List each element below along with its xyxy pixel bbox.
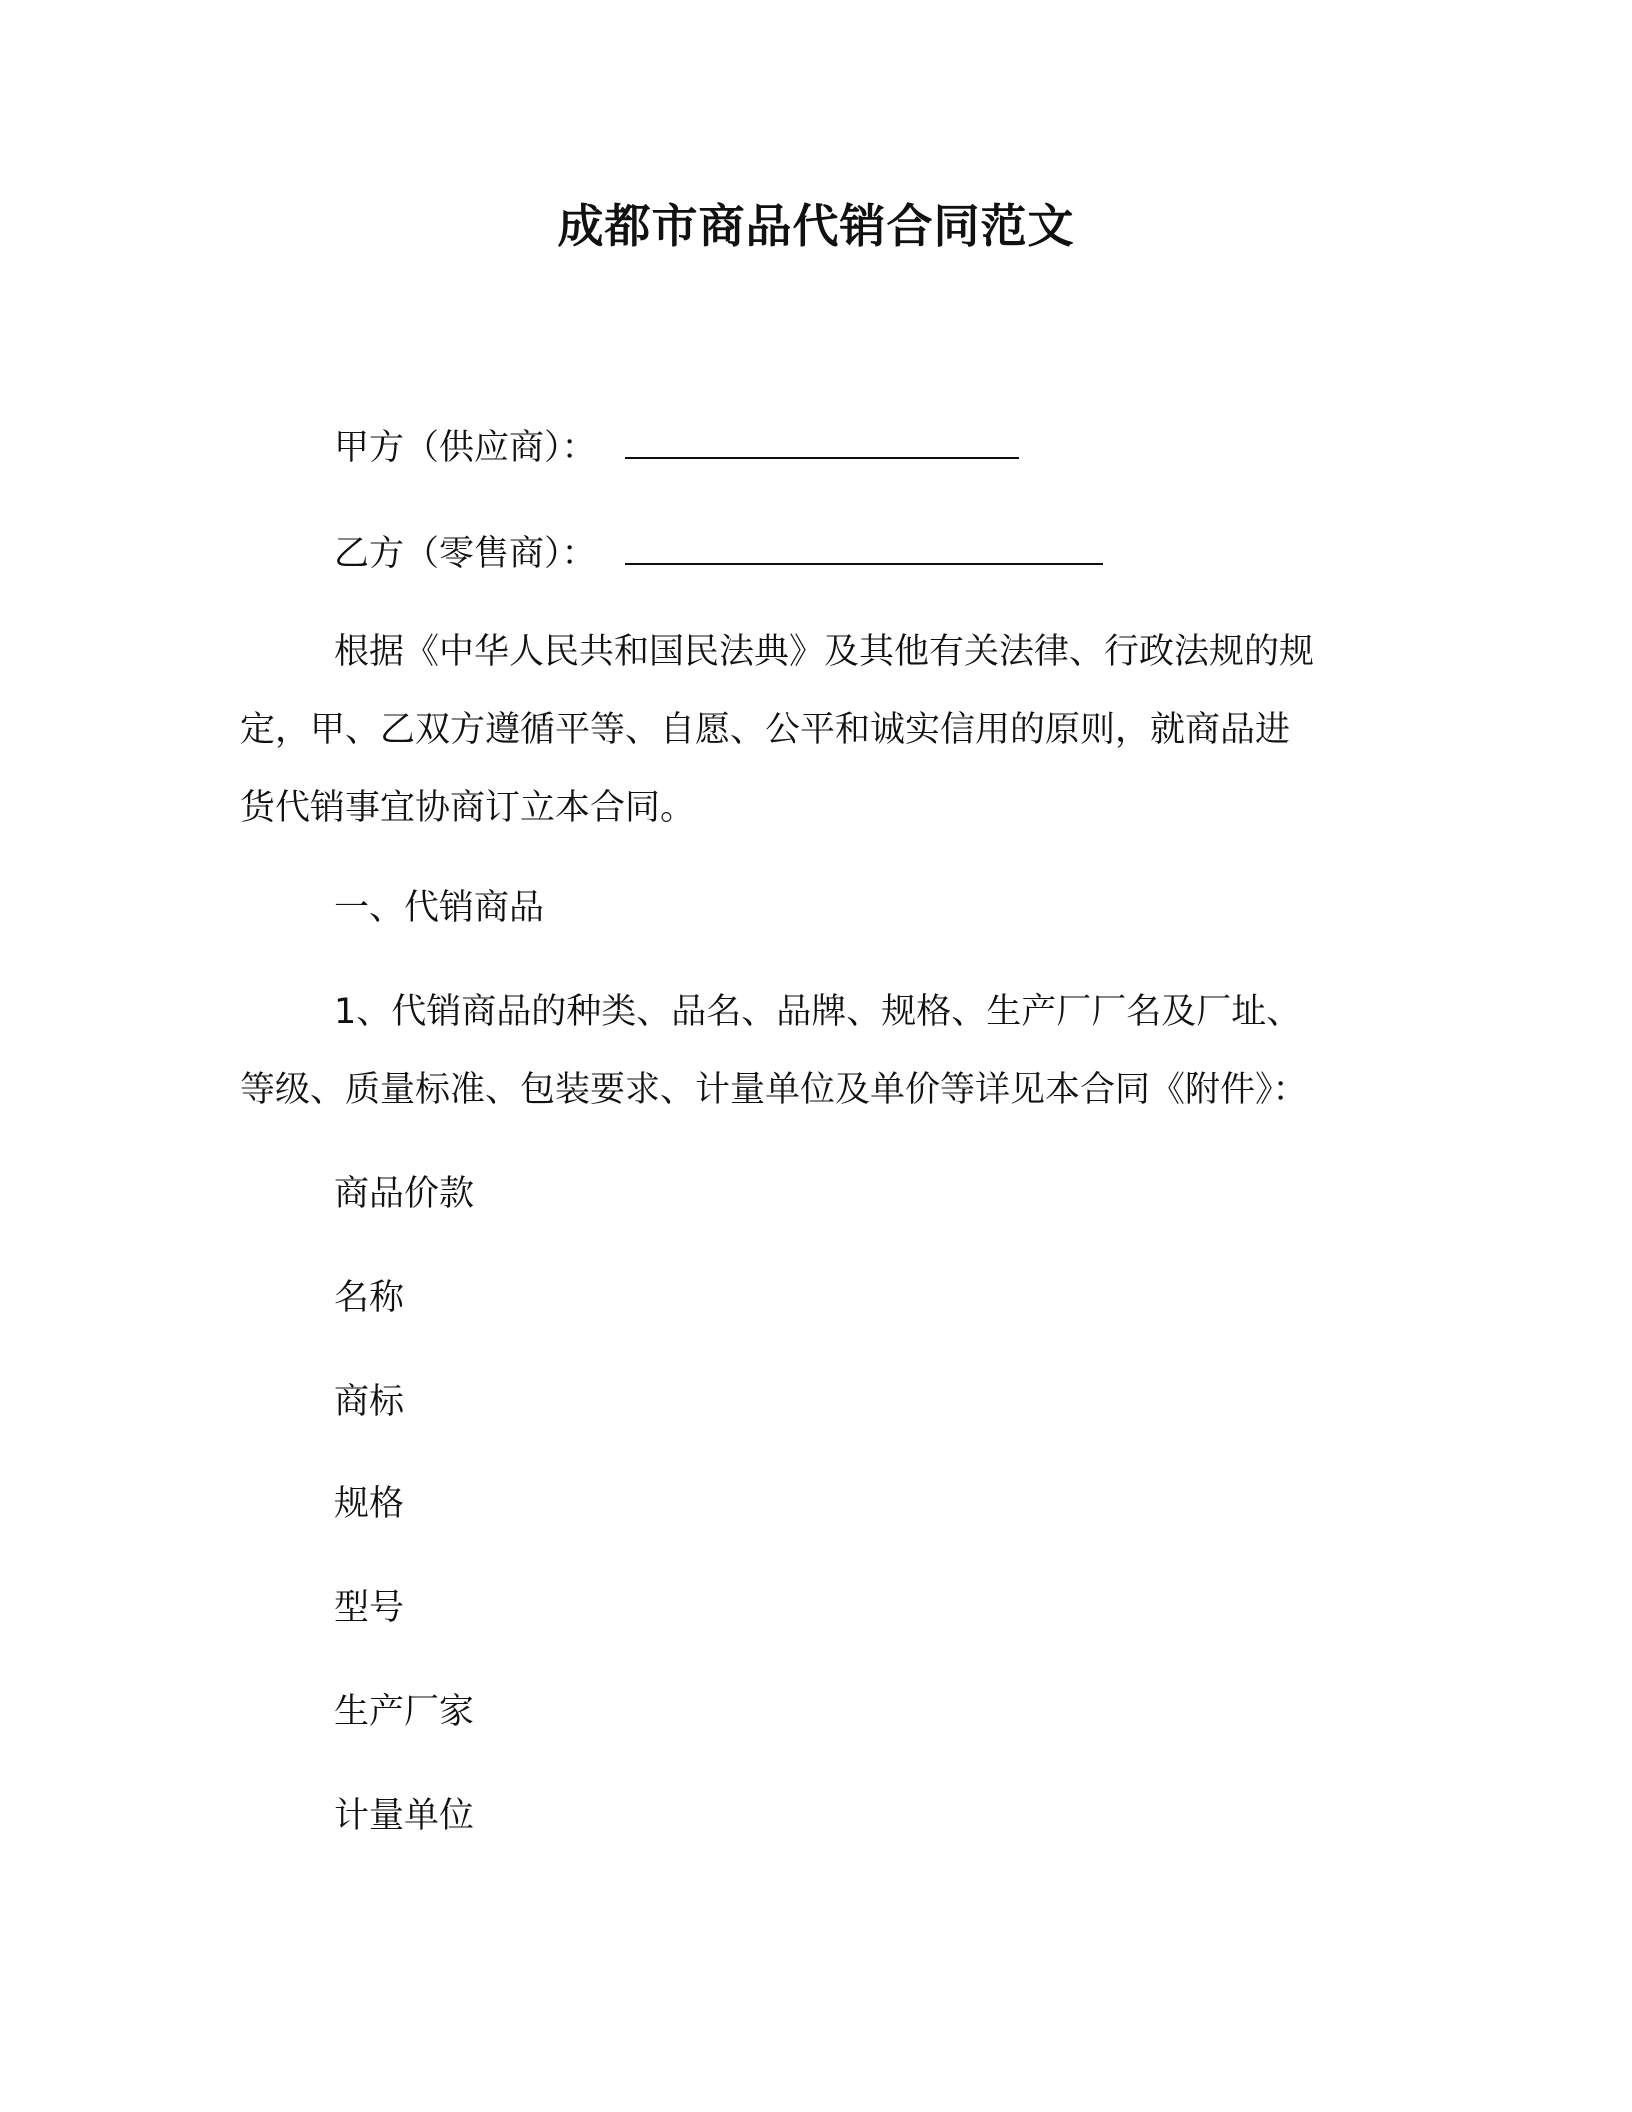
- document-title: 成都市商品代销合同范文: [557, 199, 1075, 253]
- party-a-line: [334, 424, 1019, 472]
- preamble-line-1: 根据《中华人民共和国民法典》及其他有关法律、行政法规的规: [334, 632, 1315, 672]
- field-label: 生产厂家: [334, 1692, 475, 1732]
- field-label: 商标: [334, 1382, 405, 1422]
- party-b-label: 乙方（零售商）：: [334, 534, 597, 574]
- preamble-line-3: 货代销事宜协商订立本合同。: [240, 788, 696, 828]
- field-label: 计量单位: [334, 1796, 475, 1836]
- clause-1-line-1: 1、代销商品的种类、品名、品牌、规格、生产厂厂名及厂址、: [334, 992, 1302, 1032]
- field-label: 商品价款: [334, 1174, 475, 1214]
- field-label: 规格: [334, 1484, 405, 1524]
- party-b-blank: [625, 533, 1103, 565]
- party-a-label: 甲方（供应商）：: [334, 428, 597, 468]
- party-b-line: [334, 530, 1103, 578]
- field-label: 型号: [334, 1588, 405, 1628]
- party-a-blank: [625, 427, 1019, 459]
- clause-1-line-2: 等级、质量标准、包装要求、计量单位及单价等详见本合同《附件》：: [240, 1070, 1308, 1110]
- preamble-line-2: 定，甲、乙双方遵循平等、自愿、公平和诚实信用的原则，就商品进: [240, 710, 1291, 750]
- field-label: 名称: [334, 1278, 405, 1318]
- section-heading: 一、代销商品: [334, 888, 545, 928]
